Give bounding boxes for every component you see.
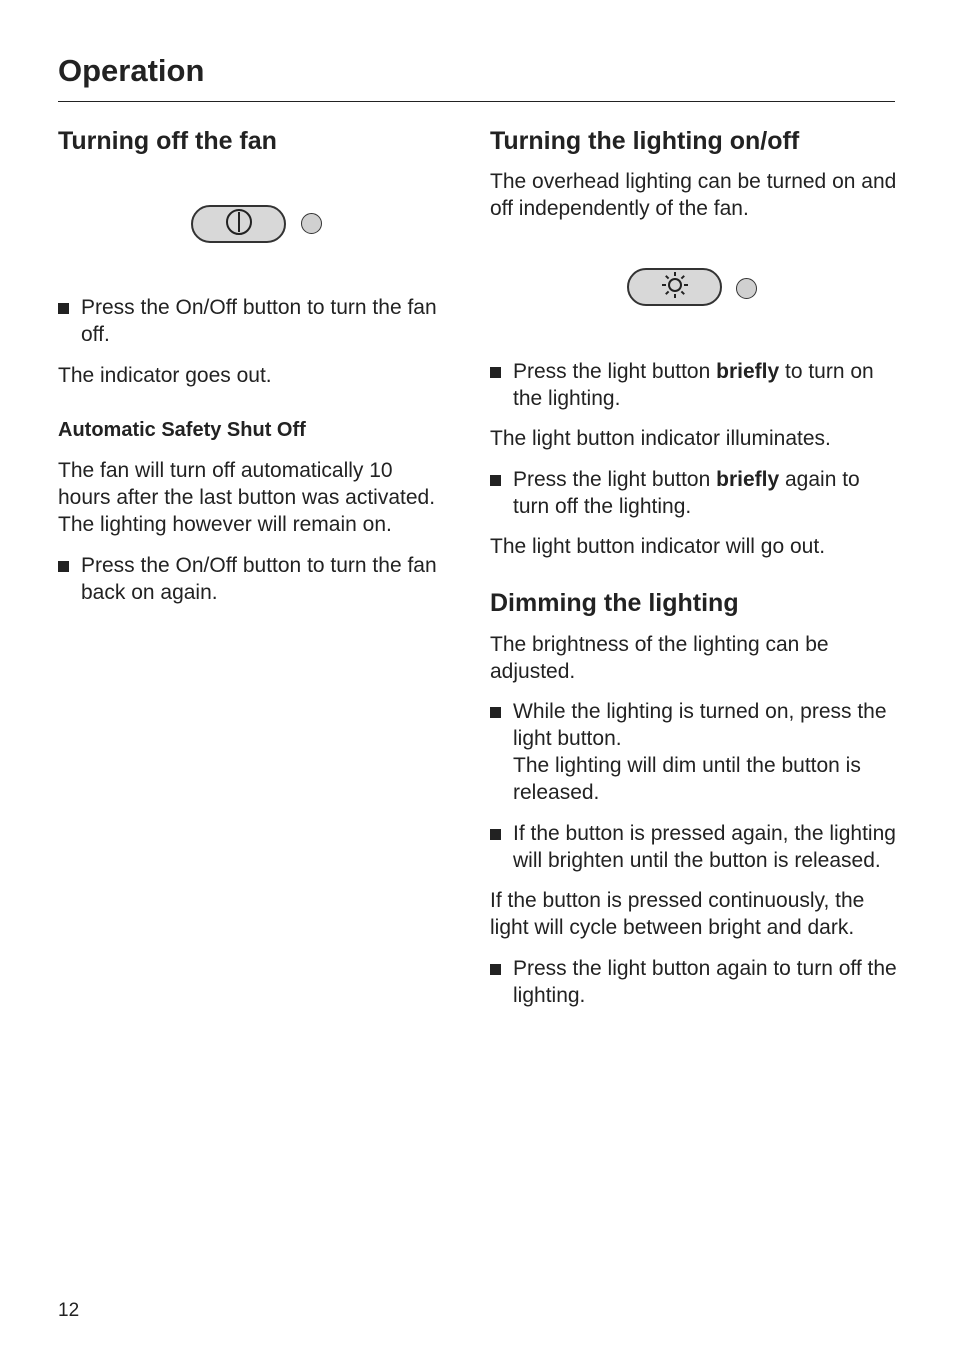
light-control-panel [490,268,900,312]
section-heading-dimming: Dimming the lighting [490,589,739,617]
page-title: Operation [58,53,205,88]
section-heading-fan-off: Turning off the fan [58,127,277,155]
list-item: Press the light button briefly again to turn off the lighting. [490,466,900,520]
bullet-square-icon [490,707,501,718]
bullet-square-icon [490,829,501,840]
light-icon [660,270,690,305]
paragraph: The overhead lighting can be turned on and off independently of the fan. [490,170,897,220]
bullet-square-icon [58,561,69,572]
paragraph: The indicator goes out. [58,364,272,387]
paragraph: The brightness of the lighting can be adjusted. [490,633,829,683]
bullet-square-icon [490,475,501,486]
list-item: Press the On/Off button to turn the fan back on again. [58,552,438,606]
paragraph: If the button is pressed continuously, the light will cycle between bright and dark. [490,889,865,939]
list-item: Press the light button briefly to turn on the lighting. [490,358,900,412]
right-column [490,124,900,1009]
paragraph: The light button indicator illuminates. [490,427,831,450]
bullet-square-icon [490,964,501,975]
bullet-square-icon [490,367,501,378]
header-divider [58,101,895,102]
bullet-square-icon [58,303,69,314]
paragraph: The light button indicator will go out. [490,535,826,558]
left-column [58,124,438,606]
list-item: Press the On/Off button to turn the fan off. [58,294,438,348]
list-item: Press the light button again to turn off the lighting. [490,955,900,1009]
paragraph: The fan will turn off automatically 10 hours after the last button was activated. The lighting however will remain on. [58,459,436,536]
power-icon [224,207,254,242]
light-button[interactable] [627,268,722,306]
light-indicator-led [736,278,757,299]
list-item: While the lighting is turned on, press the light button. The lighting will dim until the button is released. [490,698,900,806]
subheading-safety-shut-off: Automatic Safety Shut Off [58,419,306,441]
fan-indicator-led [301,213,322,234]
page-number: 12 [58,1300,80,1321]
fan-control-panel [58,205,438,249]
section-heading-lighting: Turning the lighting on/off [490,127,800,155]
page-header [58,52,895,90]
on-off-button[interactable] [191,205,286,243]
list-item: If the button is pressed again, the lighting will brighten until the button is released. [490,820,900,874]
